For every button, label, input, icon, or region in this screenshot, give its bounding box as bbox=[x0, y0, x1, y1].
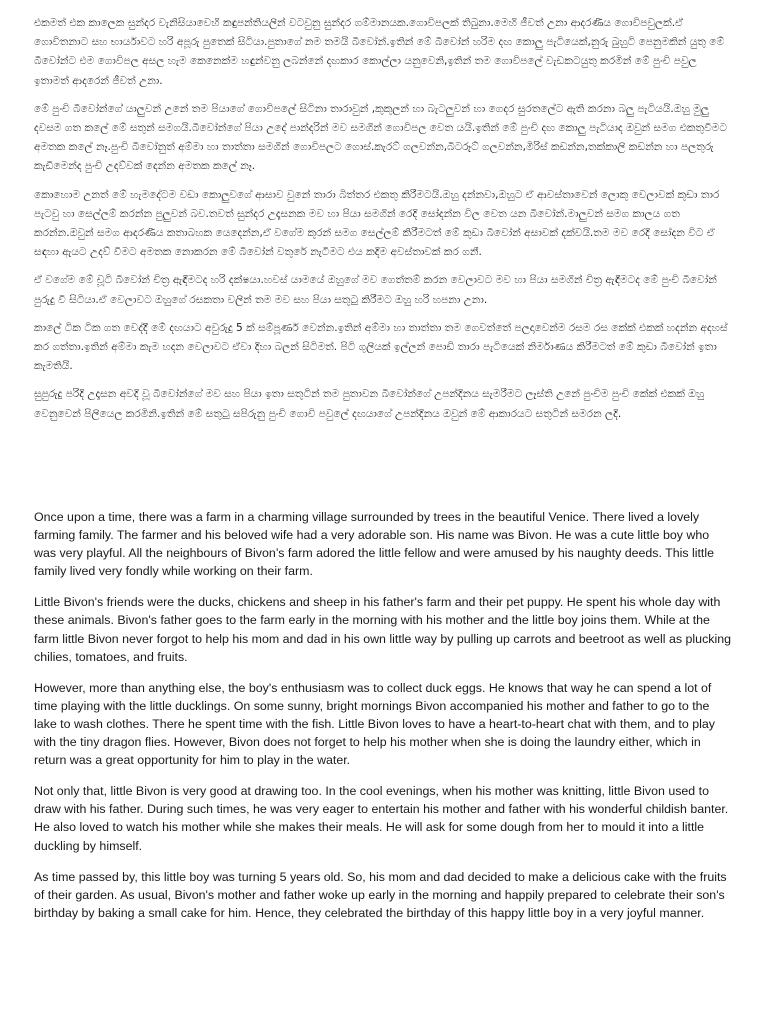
sinhala-paragraph-5: කාලේ ටික ටික ගත වෙද්දී මේ දඟයාට අවුරුදු 5 ක් සම්පූර්ණ වෙන්න.ඉතින් අම්මා හා තාත්තා තම ගෙවත්තේ පලදාවෙන්ම රසම රස කේක් එකක් හදන්න අදහස් කර ගත්තා.ඉතින් අම්මා කැම හදන වෙලාවට ඒවා දිහා බලන් සිටිමත්. පිටි ගුලියක් ඉල්ලන් පොඩි තාරා පැටියෙක් නිර්මාණය කිරීමටත් මේ කුඩා බීවෝන් ඉතා කැමතියි. bbox=[34, 321, 728, 373]
english-paragraph-3: However, more than anything else, the boy's enthusiasm was to collect duck eggs. He knows that way he can spend a lot of time playing with the little ducklings. On some sunny, bright mornings Bivon accompanied his mother and father to go to the lake to wash clothes. There he spent time with the fish. Little Bivon loves to have a heart-to-heart chat with them, and to play with the tiny dragon flies. However, Bivon does not forget to help his mother when she is doing the laundry either, which in return was a great opportunity for him to play in the water. bbox=[34, 680, 715, 768]
sinhala-paragraph-2: මේ පුංචි බීවෝන්ගේ යාලුවන් උනේ තම පියාගේ ගොවිපලේ සිටිනා තාරාවුන් ,කුකුලන් හා බැටලුවන් හා ගෙදර සුරතලේට ඇති කරනා බලු පැටියයි.ඔහු මුලු දවසම ගත කලේ මේ සතුන් සමගයි.බීවෝන්ගේ පියා උදේ පාන්දරින් මව සමගින් ගොවිපල වෙත යයි.ඉතින් මේ පුංචි දඟ කොලු පැටියාද ඔවුන් සමග එකතුවීමට අමතක කලේ නෑ.පුංචි බීවෝනුත් අම්මා හා තාත්තා සමගින් ගොවිපලට ගොස්.කැරට් ගලවන්න,බීටරූට් ගලවන්න,මිරිස් කඩන්න,තක්කාලි කඩන්න හා පලතුරු කැඩීමෙන්ද පුංචි උදව්වක් දෙන්න අමතක කලේ නෑ. bbox=[34, 102, 727, 173]
english-story-section bbox=[34, 508, 734, 935]
sinhala-paragraph-4: ඒ වගේම මේ චූටි බීවෝන් චිත්‍ර ඇඳීමටද හරි දක්ෂයා.හවස් යාමයේ ඔහුගේ මව ගෙත්තම් කරන වෙලාවට මව හා පියා සමගින් චිත්‍ර ඇඳීමටද මේ පුංචි බීවෝන් පුරුදු වී සිටියා.ඒ වෙලාවට ඔහුගේ රසකතා වලින් තම මව සහ පියා සතුටු කිරීමට ඔහු හරි හපනා උනා. bbox=[34, 274, 717, 306]
english-paragraph-4: Not only that, little Bivon is very good at drawing too. In the cool evenings, when his mother was knitting, little Bivon used to draw with his father. During such times, he was very eager to entertain his mother and father with his wonderful childish banter. He also loved to watch his mother while she makes their meals. He will ask for some dough from her to mould it into a little duckling by himself. bbox=[34, 784, 729, 853]
english-paragraph-5: As time passed by, this little boy was turning 5 years old. So, his mom and dad decided to make a delicious cake with the fruits of their garden. As usual, Bivon's mother and father woke up early in the morning and happily prepared to celebrate their son's birthday by baking a small cake for him. Hence, they celebrated the birthday of this happy little boy in a very joyful manner. bbox=[34, 869, 727, 920]
sinhala-story-section bbox=[34, 14, 732, 484]
english-paragraph-1: Once upon a time, there was a farm in a charming village surrounded by trees in the beautiful Venice. There lived a lovely farming family. The farmer and his beloved wife had a very adorable son. His name was Bivon. He was a cute little boy who was very playful. All the neighbours of Bivon’s farm adored the little fellow and were amused by his naughty deeds. This little family lived very fondly while working on their farm. bbox=[34, 510, 715, 579]
sinhala-paragraph-3: කොහොම උනත් මේ හැමදේටම වඩා කොලුවගේ ආසාව වුනේ තාරා බිත්තර එකතු කිරීමටයි.ඔහු දන්නවා,ඔහුට ඒ ආවස්තාවෙන් ලොකු වෙලාවක් කුඩා තාර පැටවු හා සෙල්ලම් කරන්න පුලුවන් බව.තවත් සුන්දර උදෑසනක මව හා පියා සමගින් රෙදි සෝදන්න විල වෙත යන බීවෝන්.මාලුවන් සමග කාලය ගත කරන්න.ඔවුන් සමග ආදරණීය කතාබහක යෙදෙන්න,ඒ වගේම කුරන් සමග සෙල්ලම් කිරීමටත් මේ කුඩා බීවෝන් අසාවක් දක්වයි.තම මව රෙදි සෝදන විට ඒ සඳහා ඇයට උදව් වීමට අමතක නොකරන මේ බීවෝන් වතුරේ නැටීමට එය කදිම අවස්තාවක් කර ගනී. bbox=[34, 188, 720, 259]
english-paragraph-2: Little Bivon's friends were the ducks, chickens and sheep in his father's farm and their pet puppy. He spent his whole day with these animals. Bivon's father goes to the farm early in the morning with his mother and the little boy joins them. While at the farm little Bivon never forgot to help his mom and dad in his own little way by pulling up carrots and beetroot as well as plucking chilies, tomatoes, and fruits. bbox=[34, 595, 731, 664]
sinhala-paragraph-6: සුපුරුදු පරිදි උදෑසන අවදි වූ බීවෝන්ගේ මව සහ පියා ඉතා සතුටින් තම පුතාවන බීවෝන්ගේ උපන්දිනය සැමරීමට ලෑස්ති උනේ පුංචිම පුංචි කේක් එකක් ඔහු වෙනුවෙන් පිලියෙල කරමිනි.ඉතින් මේ සතුටු සපිරුනු පුංචි ගොවි පවුලේ දඟයාගේ උපන්දිනය ඔවුන් මේ ආකාරයට සතුටින් සමරන ලදි. bbox=[34, 388, 705, 420]
sinhala-paragraph-1: එකමත් එක කාලෙක සුන්දර වැනිසියාවෙහි කඳුපන්තියලින් වටවුනු සුන්දර ගම්මානයක.ගොවිපලක් තිබුනා.මෙහි ජීවත් උනා ආදරණීය ගොවිපවුලක්.ඒ ගොවිතනාට සහ භාර්යාවට හරි අපූරු පුතෙක් සිටියා.පුතාගේ නම තමයි බීවෝන්.ඉතින් මේ බීවෝන් හරිම දඟ කොලු පැටියෙක්,නුරු බුහුටි පෙනුමකින් යුතු මේ බීවෝන්ට එම ගොවිපල අසල හැම කෙනෙක්ම හඳුන්වනු ලබන්නේ දඟකාර කොල්ලා යනුවෙනි,ඉතින් තම ගොවිපලේ වැඩකටයුතු කරමින් මේ පුංචි පවුල ඉතාමත් ආදරෙන් ජීවත් උනා. bbox=[34, 17, 725, 87]
